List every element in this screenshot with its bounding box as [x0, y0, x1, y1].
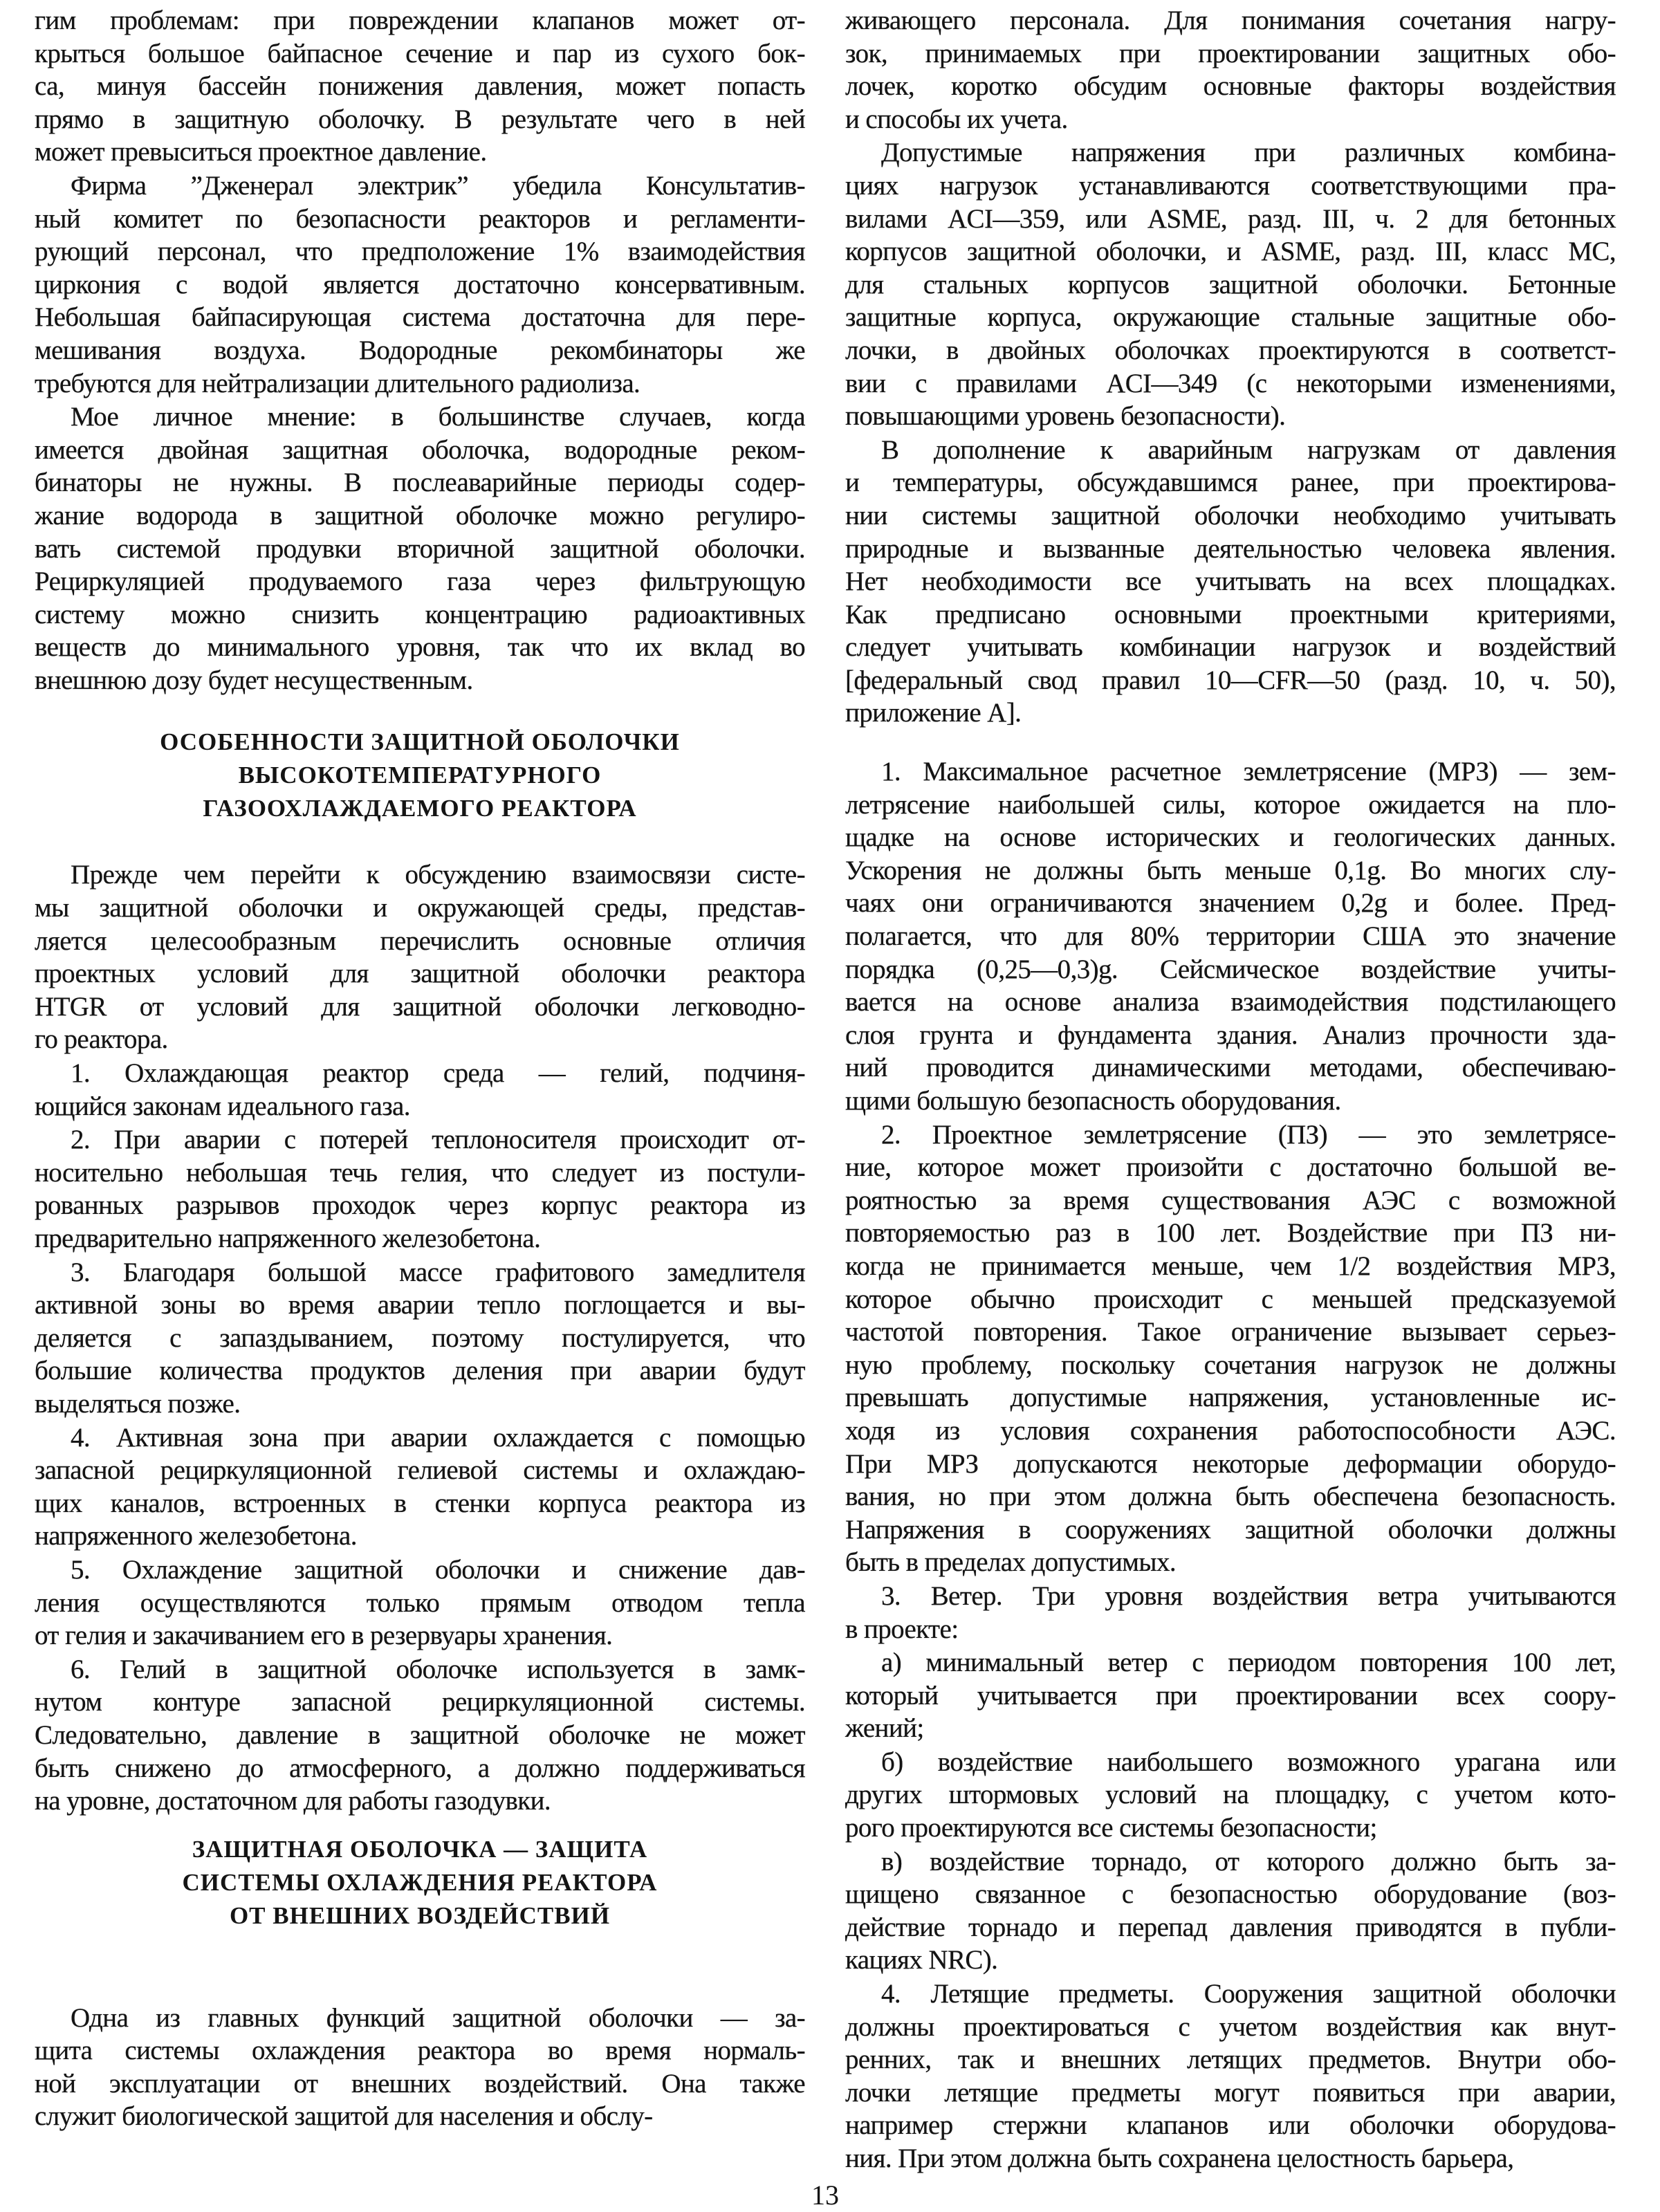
text-line: бинаторы не нужны. В послеаварийные периоды содер- [35, 468, 805, 498]
text-line: и температуры, обсуждавшимся ранее, при проектирова- [845, 468, 1616, 498]
text-line: 2. При аварии с потерей теплоносителя происходит от- [71, 1125, 805, 1155]
text-line: деляется с запаздыванием, поэтому постулируется, что [35, 1322, 805, 1353]
text-line: 2. Проектное землетрясение (ПЗ) — это землетрясе- [881, 1119, 1616, 1150]
text-line: Небольшая байпасирующая система достаточна для пере- [35, 302, 805, 333]
text-line: Следовательно, давление в защитной оболочке не может [35, 1720, 805, 1750]
text-line: ренних, так и внешних летящих предметов. Внутри обо- [845, 2045, 1616, 2075]
paragraph [845, 434, 1616, 730]
text-line: Ускорения не должны быть меньше 0,1g. Во многих слу- [845, 855, 1616, 885]
text-line: быть в пределах допустимых. [845, 1547, 1177, 1578]
text-line: летрясение наибольшей силы, которое ожидается на пло- [845, 789, 1616, 820]
paragraph [845, 1978, 1616, 2175]
paragraph [35, 400, 805, 697]
text-line: должны проектироваться с учетом воздействия как внут- [845, 2011, 1616, 2042]
text-line: ний проводится динамическими методами, обеспечиваю- [845, 1053, 1616, 1083]
text-line: частотой повторения. Такое ограничение вызывает серьез- [845, 1317, 1616, 1347]
text-line: приложение А]. [845, 698, 1022, 728]
text-line: вилами ACI—359, или ASME, разд. III, ч. 2 для бетонных [845, 203, 1616, 234]
text-line: Напряжения в сооружениях защитной оболочки должны [845, 1514, 1616, 1545]
text-line: 1. Максимальное расчетное землетрясение (МРЗ) — зем- [881, 757, 1616, 787]
text-line: ной эксплуатации от внешних воздействий. Она также [35, 2068, 805, 2099]
text-line: вается на основе анализа взаимодействия подстилающего [845, 987, 1616, 1017]
text-line: в) воздействие торнадо, от которого должно быть за- [881, 1846, 1616, 1877]
paragraph [35, 169, 805, 400]
text-line: может превыситься проектное давление. [35, 137, 487, 167]
heading-line: ОСОБЕННОСТИ ЗАЩИТНОЙ ОБОЛОЧКИ [160, 728, 680, 756]
text-line: в проекте: [845, 1614, 959, 1644]
paragraph [35, 1554, 805, 1652]
text-line: 5. Охлаждение защитной оболочки и снижение дав- [71, 1554, 805, 1585]
text-line: рующий персонал, что предположение 1% взаимодействия [35, 237, 805, 267]
text-line: щищено связанное с безопасностью оборудование (воз- [845, 1879, 1616, 1910]
paragraph [845, 1646, 1616, 1745]
text-line: щих каналов, встроенных в стенки корпуса реактора из [35, 1488, 805, 1518]
text-line: Мое личное мнение: в большинстве случаев, когда [71, 402, 805, 432]
text-line: са, минуя бассейн понижения давления, может попасть [35, 71, 805, 102]
paragraph [35, 858, 805, 1056]
text-line: нутом контуре запасной рециркуляционной системы. [35, 1687, 805, 1717]
text-line: корпусов защитной оболочки, и ASME, разд. III, класс МС, [845, 237, 1616, 267]
paragraph [35, 2002, 805, 2133]
text-line: вания, но при этом должна быть обеспечена безопасность. [845, 1482, 1616, 1512]
text-line: лочек, коротко обсудим основные факторы воздействия [845, 71, 1616, 102]
paragraph [845, 1845, 1616, 1977]
text-line: HTGR от условий для защитной оболочки легководно- [35, 991, 805, 1022]
text-line: полагается, что для 80% территории США это значение [845, 921, 1616, 952]
text-line: щита системы охлаждения реактора во время нормаль- [35, 2036, 805, 2066]
text-line: на уровне, достаточном для работы газодувки. [35, 1786, 551, 1816]
paragraph [845, 1746, 1616, 1845]
paragraph [35, 1123, 805, 1255]
paragraph [35, 1057, 805, 1123]
text-line: циркония с водой является достаточно консервативным. [35, 269, 805, 299]
text-line: мешивания воздуха. Водородные рекомбинаторы же [35, 335, 805, 365]
text-line: других штормовых условий на площадку, с учетом кото- [845, 1780, 1616, 1810]
left-column [35, 4, 805, 2134]
text-line: ный комитет по безопасности реакторов и регламенти- [35, 203, 805, 234]
text-line: 3. Ветер. Три уровня воздействия ветра учитываются [881, 1580, 1616, 1611]
heading-line: ЗАЩИТНАЯ ОБОЛОЧКА — ЗАЩИТА [192, 1835, 648, 1863]
text-line: б) воздействие наибольшего возможного урагана или [881, 1746, 1616, 1777]
text-line: циях нагрузок устанавливаются соответствующими пра- [845, 170, 1616, 201]
text-line: запасной рециркуляционной гелиевой системы и охлаждаю- [35, 1455, 805, 1486]
text-line: порядка (0,25—0,3)g. Сейсмическое воздействие учиты- [845, 954, 1616, 984]
text-line: ления осуществляются только прямым отводом тепла [35, 1587, 805, 1618]
text-line: следует учитывать комбинации нагрузок и воздействий [845, 632, 1616, 663]
text-line: Фирма ”Дженерал электрик” убедила Консультатив- [71, 170, 805, 201]
paragraph [845, 136, 1616, 432]
text-line: например стержни клапанов или оболочки оборудова- [845, 2110, 1616, 2141]
text-line: быть снижено до атмосферного, а должно поддерживаться [35, 1753, 805, 1783]
text-line: кациях NRC). [845, 1945, 998, 1975]
heading-line: ВЫСОКОТЕМПЕРАТУРНОГО [238, 762, 602, 789]
text-line: систему можно снизить концентрацию радиоактивных [35, 599, 805, 629]
text-line: имеется двойная защитная оболочка, водородные реком- [35, 434, 805, 465]
text-line: живающего персонала. Для понимания сочетания нагру- [845, 6, 1616, 35]
text-line: Рециркуляцией продуваемого газа через фильтрующую [35, 566, 805, 597]
text-line: от гелия и закачиванием его в резервуары хранения. [35, 1621, 613, 1651]
right-column [845, 4, 1616, 2176]
heading-line: ГАЗООХЛАЖДАЕМОГО РЕАКТОРА [203, 795, 637, 822]
text-line: активной зоны во время аварии тепло поглощается и вы- [35, 1290, 805, 1320]
text-line: нии системы защитной оболочки необходимо учитывать [845, 500, 1616, 531]
text-line: повышающими уровень безопасности). [845, 401, 1286, 432]
text-line: ния. При этом должна быть сохранена целостность барьера, [845, 2144, 1514, 2173]
text-line: ную проблему, поскольку сочетания нагрузок не должны [845, 1349, 1616, 1380]
text-line: проектных условий для защитной оболочки реактора [35, 959, 805, 989]
heading-line: ОТ ВНЕШНИХ ВОЗДЕЙСТВИЙ [229, 1901, 611, 1929]
text-line: крыться большое байпасное сечение и пар из сухого бок- [35, 38, 805, 68]
text-line: требуются для нейтрализации длительного радиолиза. [35, 368, 640, 398]
text-line: щими большую безопасность оборудования. [845, 1086, 1341, 1116]
right-column-text-top [845, 4, 1616, 730]
paragraph [35, 1653, 805, 1818]
text-line: ляется целесообразным перечислить основные отличия [35, 925, 805, 956]
text-line: рованных разрывов проходок через корпус реактора из [35, 1190, 805, 1221]
text-line: Нет необходимости все учитывать на всех площадках. [845, 566, 1616, 597]
text-line: веществ до минимального уровня, так что их вклад во [35, 632, 805, 663]
text-line: гим проблемам: при повреждении клапанов может от- [35, 6, 805, 35]
text-line: для стальных корпусов защитной оболочки. Бетонные [845, 269, 1616, 299]
text-line: вать системой продувки вторичной защитной оболочки. [35, 533, 805, 564]
text-line: которое обычно происходит с меньшей предсказуемой [845, 1284, 1616, 1314]
heading-line: СИСТЕМЫ ОХЛАЖДЕНИЯ РЕАКТОРА [182, 1868, 658, 1896]
paragraph [845, 1118, 1616, 1579]
text-line: [федеральный свод правил 10—CFR—50 (разд. 10, ч. 50), [845, 665, 1616, 695]
text-line: действие торнадо и перепад давления приводятся в публи- [845, 1912, 1616, 1942]
text-line: служит биологической защитой для населения и обслу- [35, 2101, 653, 2132]
text-line: Как предписано основными проектными критериями, [845, 599, 1616, 629]
text-line: 1. Охлаждающая реактор среда — гелий, подчиня- [71, 1058, 805, 1089]
section-heading-external-protection [35, 1833, 805, 1933]
text-line: природные и вызванные деятельностью человека явления. [845, 533, 1616, 564]
paragraph [845, 755, 1616, 1118]
text-line: вии с правилами ACI—349 (с некоторыми изменениями, [845, 368, 1616, 398]
text-line: Прежде чем перейти к обсуждению взаимосвязи систе- [71, 860, 805, 890]
paragraph [35, 1256, 805, 1421]
text-line: В дополнение к аварийным нагрузкам от давления [881, 434, 1616, 465]
text-line: жание водорода в защитной оболочке можно регулиро- [35, 500, 805, 531]
text-line: ние, которое может произойти с достаточно большой ве- [845, 1152, 1616, 1183]
text-line: чаях они ограничиваются значением 0,2g и более. Пред- [845, 888, 1616, 919]
text-line: защитные корпуса, окружающие стальные защитные обо- [845, 302, 1616, 333]
text-line: 3. Благодаря большой массе графитового замедлителя [71, 1257, 805, 1287]
text-line: а) минимальный ветер с периодом повторения 100 лет, [881, 1648, 1616, 1678]
text-line: который учитывается при проектировании всех соору- [845, 1680, 1616, 1711]
paragraph [35, 4, 805, 169]
text-line: и способы их учета. [845, 104, 1068, 134]
text-line: Допустимые напряжения при различных комбина- [881, 138, 1616, 168]
left-column-htgr-text [35, 858, 805, 1817]
text-line: предварительно напряженного железобетона. [35, 1224, 541, 1253]
text-line: напряженного железобетона. [35, 1521, 357, 1551]
text-line: большие количества продуктов деления при аварии будут [35, 1356, 805, 1386]
text-line: ходя из условия сохранения работоспособности АЭС. [845, 1415, 1616, 1446]
left-column-text-top [35, 4, 805, 697]
text-line: 4. Активная зона при аварии охлаждается с помощью [71, 1422, 805, 1453]
text-line: го реактора. [35, 1024, 168, 1055]
text-line: зок, принимаемых при проектировании защитных обо- [845, 38, 1616, 68]
left-column-external-text [35, 2002, 805, 2133]
text-line: лочки, в двойных оболочках проектируются в соответст- [845, 335, 1616, 365]
text-line: ющийся законам идеального газа. [35, 1091, 410, 1121]
text-line: носительно небольшая течь гелия, что следует из постули- [35, 1157, 805, 1188]
text-line: 4. Летящие предметы. Сооружения защитной оболочки [881, 1979, 1616, 2009]
text-line: выделяться позже. [35, 1388, 241, 1419]
text-line: рого проектируются все системы безопасности; [845, 1813, 1377, 1843]
paragraph [845, 4, 1616, 136]
section-heading-htgr-containment [35, 726, 805, 825]
text-line: щадке на основе исторических и геологических данных. [845, 822, 1616, 853]
text-line: лочки летящие предметы могут появиться при аварии, [845, 2077, 1616, 2108]
text-line: Одна из главных функций защитной оболочки — за- [71, 2002, 805, 2033]
text-line: превышать допустимые напряжения, установленные ис- [845, 1383, 1616, 1413]
page-number: 13 [811, 2179, 839, 2211]
text-line: жений; [845, 1713, 924, 1744]
text-line: когда не принимается меньше, чем 1/2 воздействия МРЗ, [845, 1251, 1616, 1281]
text-line: повторяемостью раз в 100 лет. Воздействие при ПЗ ни- [845, 1218, 1616, 1248]
text-line: мы защитной оболочки и окружающей среды, представ- [35, 893, 805, 923]
text-line: 6. Гелий в защитной оболочке используется в замк- [71, 1654, 805, 1684]
paragraph [35, 1421, 805, 1553]
right-column-load-list [845, 755, 1616, 2175]
text-line: При МРЗ допускаются некоторые деформации оборудо- [845, 1448, 1616, 1479]
text-line: внешнюю дозу будет несущественным. [35, 665, 473, 695]
text-line: роятностью за время существования АЭС с возможной [845, 1185, 1616, 1215]
text-line: прямо в защитную оболочку. В результате чего в ней [35, 104, 805, 134]
paragraph [845, 1580, 1616, 1646]
text-line: слоя грунта и фундамента здания. Анализ прочности зда- [845, 1020, 1616, 1050]
